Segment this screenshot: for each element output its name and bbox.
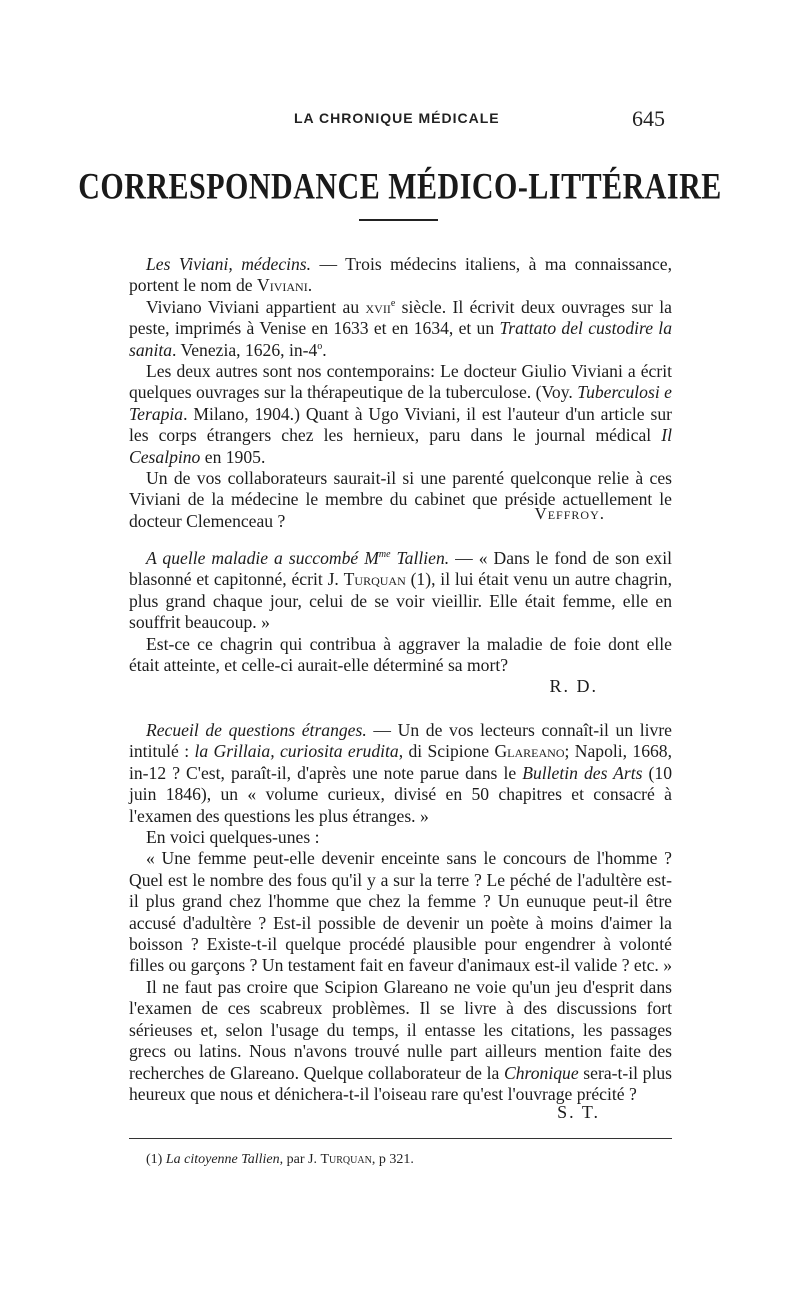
- section-heading: CORRESPONDANCE MÉDICO-LITTÉRAIRE: [78, 166, 722, 208]
- author-smallcaps: Glareano: [494, 741, 565, 762]
- letter-questions: [129, 720, 672, 1105]
- footnote-author: Turquan: [320, 1152, 372, 1167]
- name-smallcaps: Viviani: [257, 275, 308, 296]
- letter-questions-p3: « Une femme peut-elle devenir enceinte sans le concours de l'homme ? Quel est le nombre des fous qu'il y a sur la terre ? Le péché de l'adultère est-il plus grand chez l'homme que chez la femme ? Un eunuque peut-il être accusé d'adultère ? Est-il possible de devenir un poète à moins d'aimer la boisson ? Existe-t-il quelque procédé plausible pour engendrer à volonté filles ou garçons ? Un testament fait en faveur d'animaux est-il valide ? etc. »: [129, 848, 673, 976]
- running-head: [0, 106, 800, 132]
- author-smallcaps: Turquan: [343, 569, 406, 590]
- footnote: (1) La citoyenne Tallien, par J. Turquan, p 321.: [146, 1152, 414, 1167]
- letter-title: Recueil de questions étranges.: [146, 720, 367, 740]
- journal-title: Bulletin des Arts: [522, 762, 643, 783]
- signature-st: S. T.: [557, 1102, 600, 1122]
- footnote-rule: [129, 1138, 672, 1139]
- book-title: la Grillaia, curiosita erudita: [194, 741, 399, 762]
- footnote-book-title: La citoyenne Tallien: [165, 1152, 280, 1167]
- journal-title: Chronique: [504, 1062, 579, 1083]
- letter-viviani-p1: Les Viviani, médecins. — Trois médecins italiens, à ma connaissance, portent le nom de Viviani.: [129, 254, 672, 296]
- letter-viviani-p3: Les deux autres sont nos contemporains: Le docteur Giulio Viviani a écrit quelques ouvrages sur la thérapeutique de la tuberculose. (Voy. Tuberculosi e Terapia. Milano, 1904.) Quant à Ugo Viviani, il est l'auteur d'un article sur les corps étrangers chez les hernieux, paru dans le journal médical Il Cesalpino en 1905.: [129, 361, 672, 467]
- letter-tallien-p1: A quelle maladie a succombé $M^{me}$ Tallien. — « Dans le fond de son exil blasonné et capitonné, écrit J. Turquan (1), il lui était venu un autre chagrin, plus grand chaque jour, celui de se voir vieillir. Elle était femme, elle en souffrit beaucoup. »: [129, 548, 672, 633]
- signature-rd: R. D.: [549, 676, 598, 696]
- letter-questions-p2: En voici quelques-unes :: [146, 827, 320, 848]
- letter-title: A quelle maladie a succombé $M^{me}$ Tallien.: [146, 548, 450, 568]
- letter-viviani-p2: Viviano Viviani appartient au xvii$^e$ siècle. Il écrivit deux ouvrages sur la peste, imprimés à Venise en 1633 et en 1634, et un Trattato del custodire la sanita. Venezia, 1626, in-4$^o$.: [129, 296, 672, 360]
- journal-title: Il Cesalpino: [129, 425, 672, 467]
- book-title: Tuberculosi e Terapia: [129, 382, 672, 424]
- signature-veffroy: Veffroy.: [534, 504, 605, 523]
- running-title: LA CHRONIQUE MÉDICALE: [294, 110, 500, 126]
- page-number: 645: [632, 106, 665, 131]
- heading-rule: [359, 219, 438, 221]
- letter-questions-p4: Il ne faut pas croire que Scipion Glareano ne voie qu'un jeu d'esprit dans l'examen de ces scabreux problèmes. Il se livre à des discussions fort sérieuses et, selon l'usage du temps, il entasse les citations, les passages grecs ou latins. Nous n'avons trouvé nulle part ailleurs mention faite des recherches de Glareano. Quelque collaborateur de la Chronique sera-t-il plus heureux que nous et dénichera-t-il l'oiseau rare qu'est l'ouvrage précité ?: [129, 976, 672, 1104]
- letter-title: Les Viviani, médecins.: [146, 254, 312, 274]
- book-title: Trattato del custodire la sanita: [129, 318, 672, 360]
- letter-viviani: [129, 254, 672, 532]
- letter-questions-p1: Recueil de questions étranges. — Un de vos lecteurs connaît-il un livre intitulé : la Grillaia, curiosita erudita, di Scipione Glareano; Napoli, 1668, in-12 ? C'est, paraît-il, d'après une note parue dans le Bulletin des Arts (10 juin 1846), un « volume curieux, divisé en 50 chapitres et consacré à l'examen des questions les plus étranges. »: [129, 720, 672, 826]
- letter-tallien: [129, 548, 672, 676]
- letter-tallien-p2: Est-ce ce chagrin qui contribua à aggraver la maladie de foie dont elle était atteinte, et celle-ci aurait-elle déterminé sa mort?: [129, 633, 672, 676]
- letter-viviani-p4: Un de vos collaborateurs saurait-il si une parenté quelconque relie à ces Viviani de la médecine le membre du cabinet que préside actuellement le docteur Clemenceau ?: [129, 468, 672, 531]
